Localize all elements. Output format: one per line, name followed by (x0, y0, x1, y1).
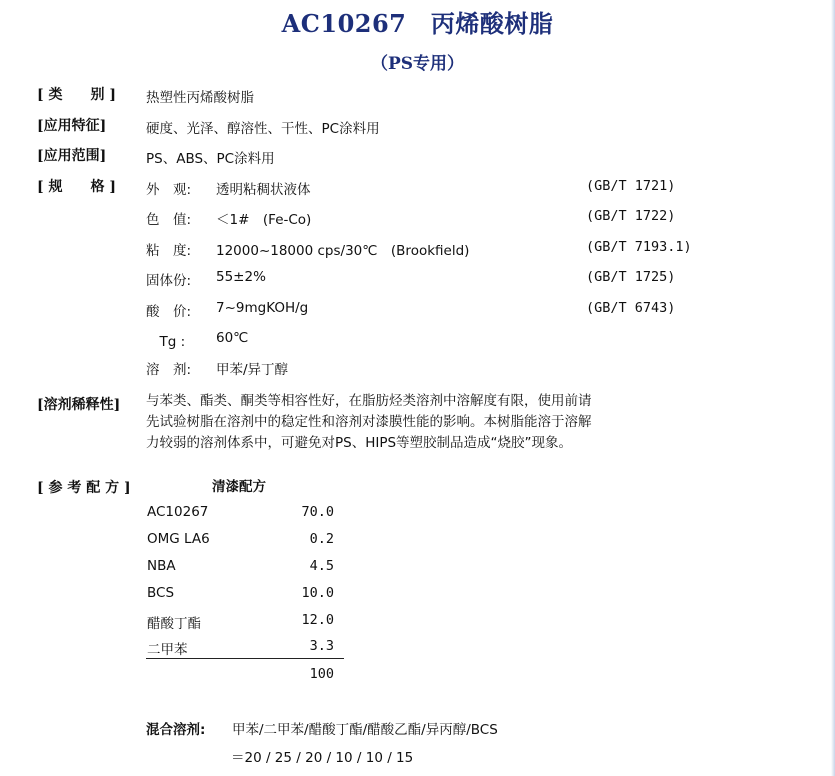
spec-value: ＜1# (Fe-Co) (216, 212, 312, 228)
formula-ingredient: OMG LA6 (147, 531, 210, 547)
spec-key: Tg : (146, 334, 186, 350)
formula-amount: 10.0 (301, 585, 334, 601)
formula-amount: 12.0 (301, 612, 334, 628)
spec-label: [ 规 格 ] (37, 179, 116, 195)
solubility-label: [溶剂稀释性] (37, 397, 121, 413)
spec-key: 粘 度: (146, 243, 192, 259)
category-label: [ 类 别 ] (37, 87, 116, 103)
reference-label: [ 参 考 配 方 ] (37, 480, 131, 496)
formula-amount: 70.0 (301, 504, 334, 520)
spec-value: 甲苯/异丁醇 (216, 362, 289, 378)
mixed-solvent-ratio: ＝20 / 25 / 20 / 10 / 10 / 15 (231, 750, 414, 766)
formula-amount: 3.3 (309, 638, 334, 654)
formula-ingredient: AC10267 (147, 504, 209, 520)
spec-key: 外 观: (146, 182, 192, 198)
formula-heading: 清漆配方 (212, 479, 266, 495)
solubility-line: 先试验树脂在溶剂中的稳定性和溶剂对漆膜性能的影响。本树脂能溶于溶解 (146, 414, 592, 430)
mixed-solvent-label: 混合溶剂: (146, 722, 206, 738)
page-subtitle: （PS专用） (370, 54, 465, 74)
window-edge (831, 0, 835, 776)
formula-ingredient: 醋酸丁酯 (147, 616, 201, 632)
spec-value: 55±2% (216, 269, 266, 285)
spec-value: 透明粘稠状液体 (216, 182, 311, 198)
formula-total: 100 (309, 666, 334, 682)
features-label: [应用特征] (37, 118, 107, 134)
spec-key: 溶 剂: (146, 362, 192, 378)
scope-label: [应用范围] (37, 148, 107, 164)
spec-standard: (GB/T 1721) (586, 178, 676, 194)
scope-value: PS、ABS、PC涂料用 (146, 151, 275, 167)
spec-value: 12000~18000 cps/30℃ (Brookfield) (216, 243, 470, 259)
features-value: 硬度、光泽、醇溶性、干性、PC涂料用 (146, 121, 380, 137)
solubility-line: 力较弱的溶剂体系中，可避免对PS、HIPS等塑胶制品造成“烧胶”现象。 (146, 435, 573, 451)
spec-standard: (GB/T 7193.1) (586, 239, 692, 255)
mixed-solvent-value: 甲苯/二甲苯/醋酸丁酯/醋酸乙酯/异丙醇/BCS (232, 722, 498, 738)
formula-amount: 0.2 (309, 531, 334, 547)
spec-value: 7~9mgKOH/g (216, 300, 309, 316)
spec-standard: (GB/T 6743) (586, 300, 676, 316)
page-title: AC10267 丙烯酸树脂 (281, 9, 554, 38)
spec-key: 酸 价: (146, 304, 192, 320)
formula-total-rule (146, 658, 344, 659)
spec-key: 固体份: (146, 273, 192, 289)
formula-amount: 4.5 (309, 558, 334, 574)
formula-ingredient: 二甲苯 (147, 642, 188, 658)
solubility-paragraph (146, 391, 686, 454)
spec-standard: (GB/T 1725) (586, 269, 676, 285)
spec-standard: (GB/T 1722) (586, 208, 676, 224)
spec-value: 60℃ (216, 330, 249, 346)
spec-key: 色 值: (146, 212, 192, 228)
solubility-line: 与苯类、酯类、酮类等相容性好，在脂肪烃类溶剂中溶解度有限，使用前请 (146, 393, 592, 409)
category-value: 热塑性丙烯酸树脂 (146, 90, 254, 106)
formula-ingredient: NBA (147, 558, 176, 574)
formula-ingredient: BCS (147, 585, 175, 601)
